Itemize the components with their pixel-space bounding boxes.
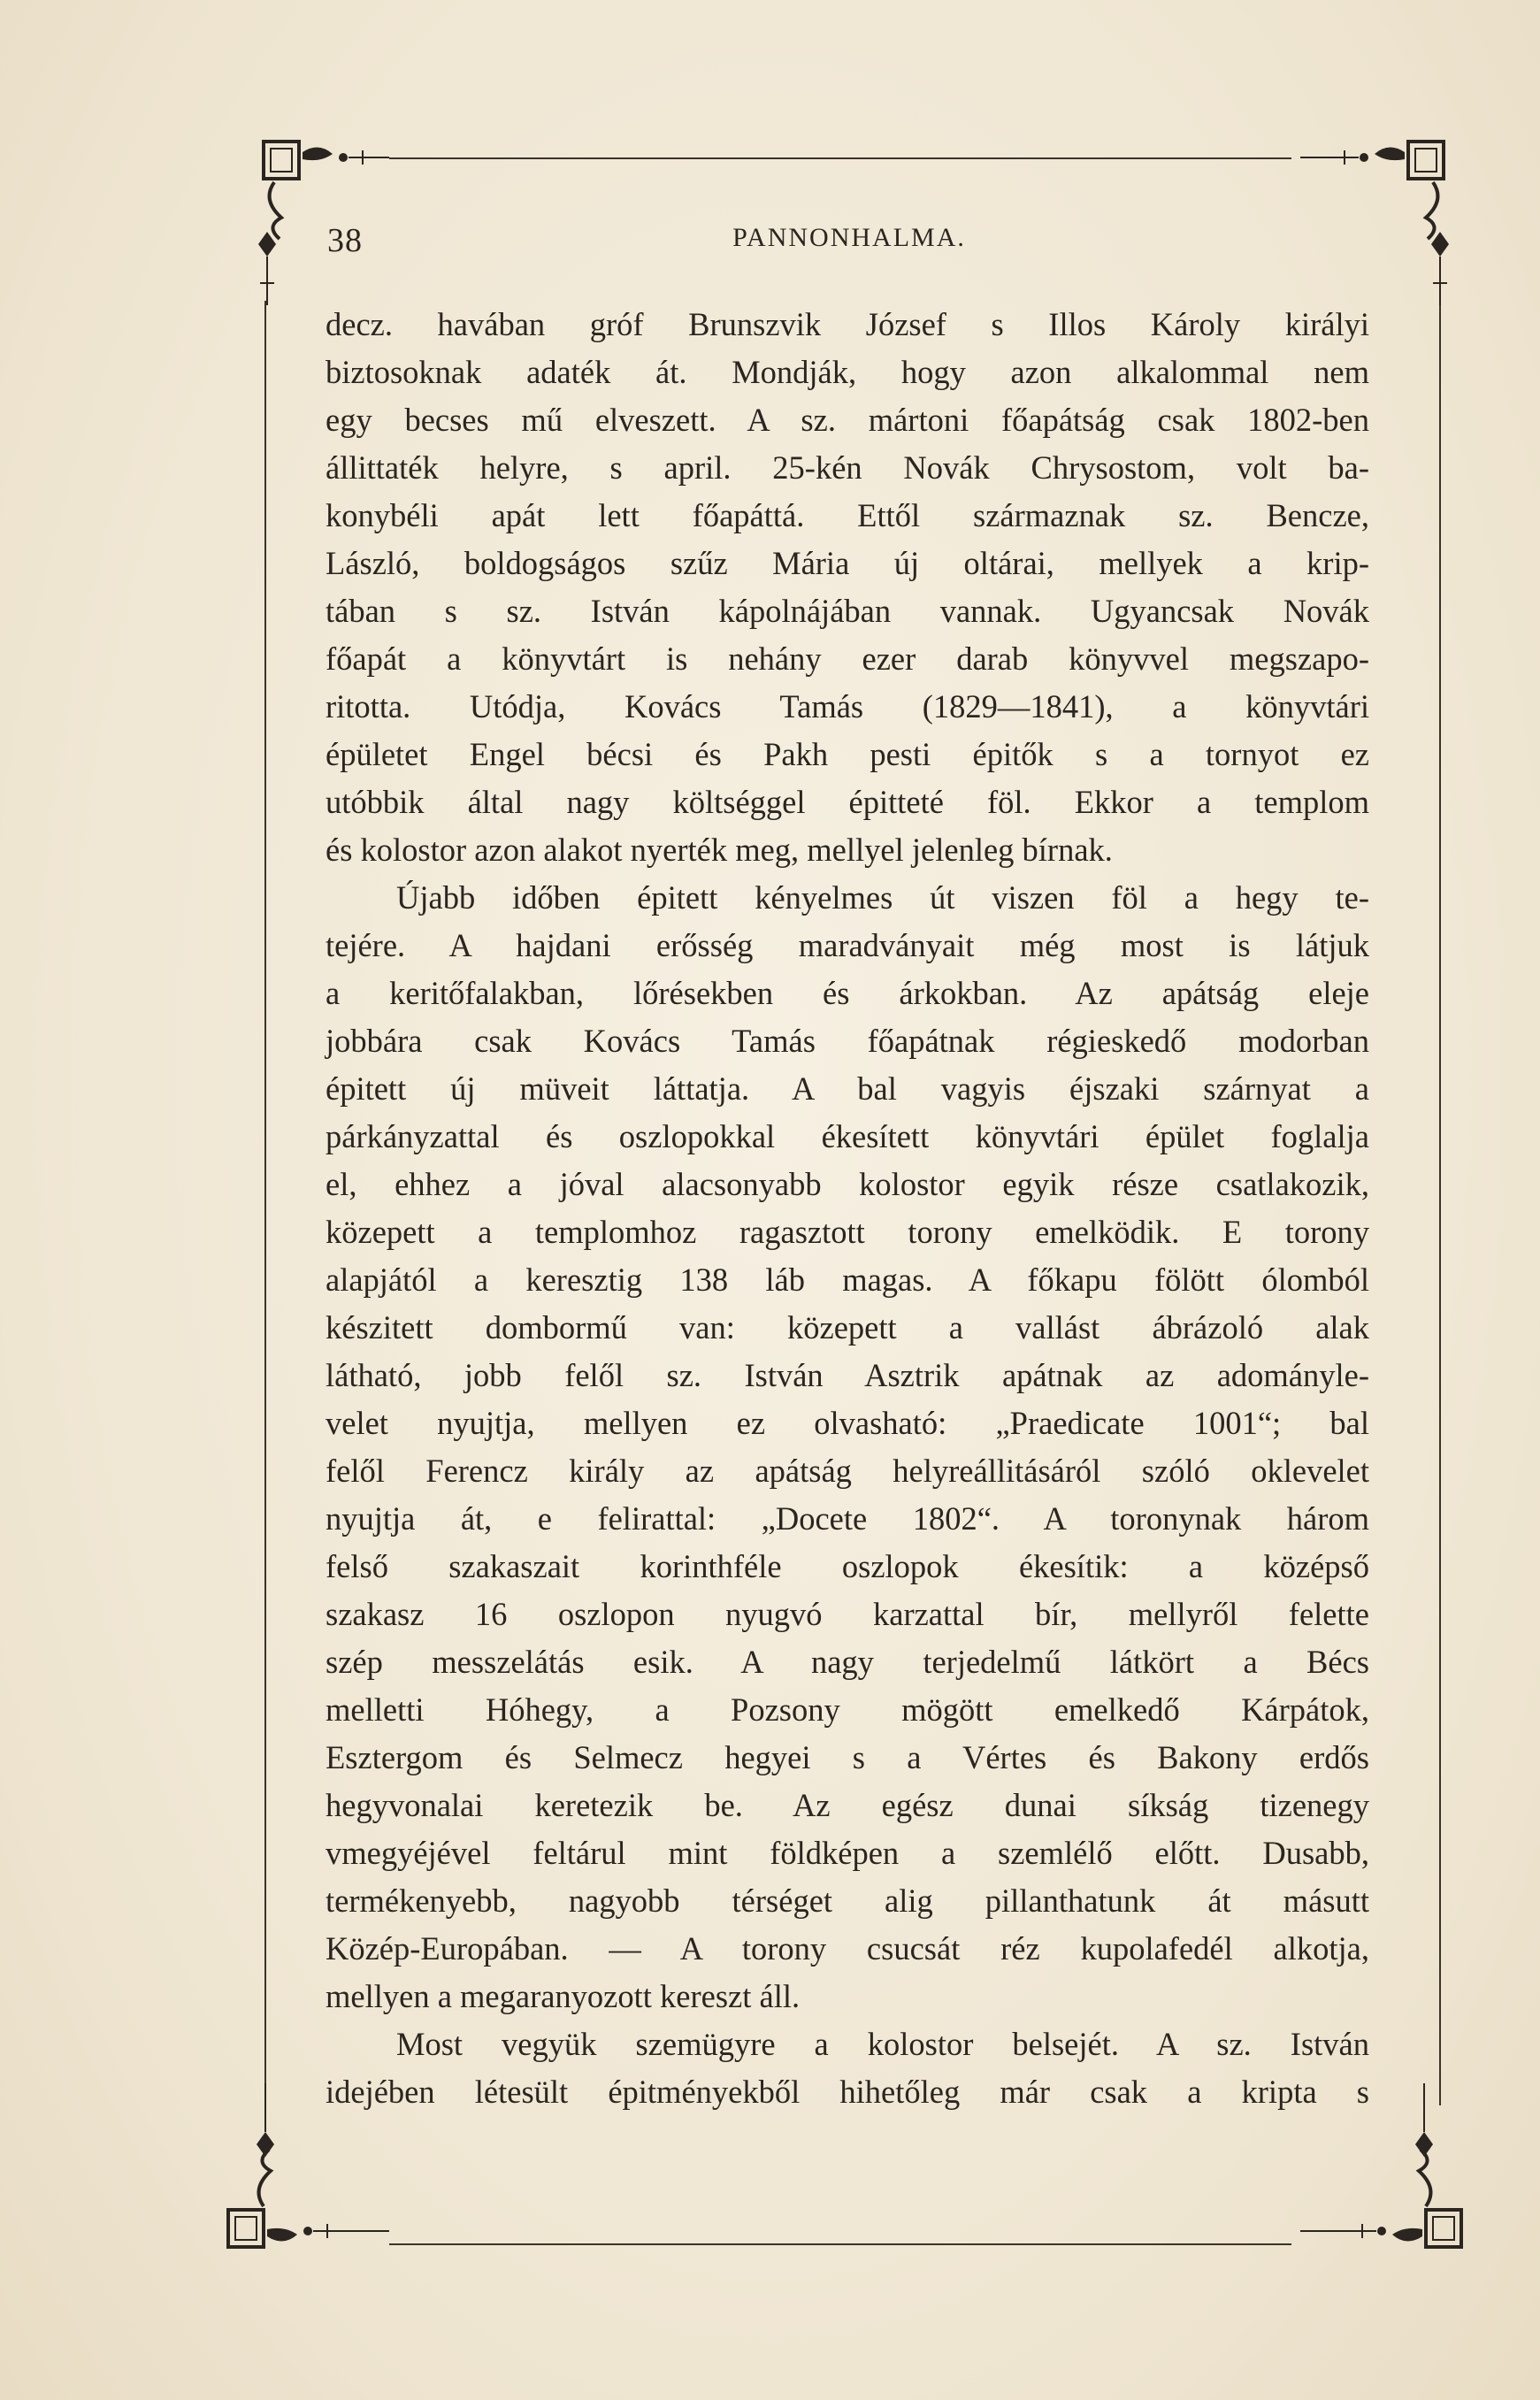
text-line: szakasz 16 oszlopon nyugvó karzattal bír, mellyről felette: [326, 1596, 1369, 1632]
text-line: szép messzelátás esik. A nagy terjedelmű látkört a Bécs: [326, 1644, 1369, 1680]
text-line: vmegyéjével feltárul mint földképen a szemlélő előtt. Dusabb,: [326, 1835, 1369, 1871]
paragraph-first-line: Most vegyük szemügyre a kolostor belsejét. A sz. István: [396, 2026, 1369, 2062]
paragraph-first-line: Újabb időben épitett kényelmes út viszen föl a hegy te-: [396, 879, 1369, 916]
text-line: felső szakaszait korinthféle oszlopok ékesítik: a középső: [326, 1548, 1369, 1584]
text-line: mellyen a megaranyozott kereszt áll.: [326, 1978, 801, 2014]
body-text: [326, 301, 1369, 2116]
text-line: látható, jobb felől sz. István Asztrik apátnak az adományle-: [326, 1357, 1369, 1393]
page-header: [327, 221, 1371, 274]
text-line: konybéli apát lett főapáttá. Ettől származnak sz. Bencze,: [326, 497, 1369, 533]
text-line: László, boldogságos szűz Mária új oltárai, mellyek a krip-: [326, 545, 1369, 581]
text-line: hegyvonalai keretezik be. Az egész dunai síkság tizenegy: [326, 1787, 1369, 1823]
right-border-rule: [1439, 301, 1441, 2105]
bottom-border-rule: [389, 2243, 1291, 2245]
text-line: biztosoknak adaték át. Mondják, hogy azon alkalommal nem: [326, 354, 1369, 390]
text-line: ritotta. Utódja, Kovács Tamás (1829—1841), a könyvtári: [326, 688, 1369, 725]
text-line: Közép-Europában. — A torony csucsát réz kupolafedél alkotja,: [326, 1930, 1369, 1967]
text-line: utóbbik által nagy költséggel épitteté föl. Ekkor a templom: [326, 784, 1369, 820]
text-line: közepett a templomhoz ragasztott torony emelködik. E torony: [326, 1214, 1369, 1250]
text-line: Esztergom és Selmecz hegyei s a Vértes és Bakony erdős: [326, 1739, 1369, 1775]
text-line: melletti Hóhegy, a Pozsony mögött emelkedő Kárpátok,: [326, 1691, 1369, 1728]
text-line: alapjától a keresztig 138 láb magas. A főkapu fölött ólomból: [326, 1261, 1369, 1298]
text-line: tában s sz. István kápolnájában vannak. Ugyancsak Novák: [326, 593, 1369, 629]
text-line: termékenyebb, nagyobb térséget alig pillanthatunk át másutt: [326, 1882, 1369, 1919]
top-border-rule: [389, 157, 1291, 159]
text-line: a keritőfalakban, lőrésekben és árkokban. Az apátság eleje: [326, 975, 1369, 1011]
text-line: jobbára csak Kovács Tamás főapátnak régieskedő modorban: [326, 1023, 1369, 1059]
text-line: nyujtja át, e felirattal: „Docete 1802“. A toronynak három: [326, 1500, 1369, 1537]
text-line: velet nyujtja, mellyen ez olvasható: „Praedicate 1001“; bal: [326, 1405, 1369, 1441]
text-line: épitett új müveit láttatja. A bal vagyis éjszaki szárnyat a: [326, 1070, 1369, 1107]
left-border-rule: [264, 301, 266, 2105]
running-title: PANNONHALMA.: [732, 223, 966, 252]
text-line: és kolostor azon alakot nyerték meg, mellyel jelenleg bírnak.: [326, 832, 1113, 868]
text-line: el, ehhez a jóval alacsonyabb kolostor egyik része csatlakozik,: [326, 1166, 1369, 1202]
text-line: főapát a könyvtárt is nehány ezer darab könyvvel megszapo-: [326, 640, 1369, 677]
text-line: párkányzattal és oszlopokkal ékesített könyvtári épület foglalja: [326, 1118, 1369, 1154]
text-line: decz. havában gróf Brunszvik József s Illos Károly királyi: [326, 306, 1369, 342]
text-line: idejében létesült épitményekből hihetőleg már csak a kripta s: [326, 2074, 1369, 2110]
page-number: 38: [327, 222, 363, 259]
text-line: felől Ferencz király az apátság helyreállitásáról szóló oklevelet: [326, 1453, 1369, 1489]
text-line: épületet Engel bécsi és Pakh pesti épitők s a tornyot ez: [326, 736, 1369, 772]
text-line: készitett dombormű van: közepett a vallást ábrázoló alak: [326, 1309, 1369, 1346]
text-line: tejére. A hajdani erősség maradványait még most is látjuk: [326, 927, 1369, 963]
text-line: egy becses mű elveszett. A sz. mártoni főapátság csak 1802-ben: [326, 402, 1369, 438]
text-line: állittaték helyre, s april. 25-kén Novák Chrysostom, volt ba-: [326, 449, 1369, 486]
